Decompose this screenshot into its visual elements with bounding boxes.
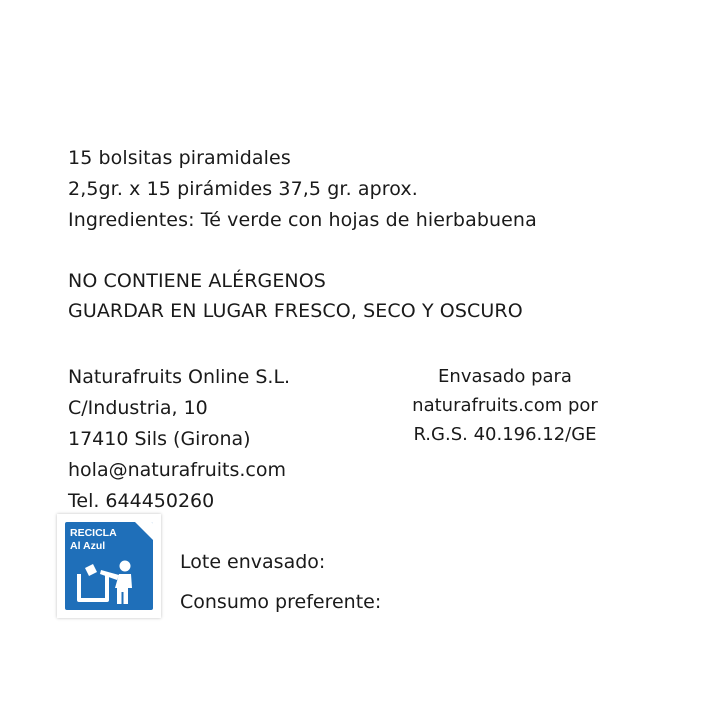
bag-count: 15 bolsitas piramidales [68,147,291,169]
packer-line-2: naturafruits.com por [412,395,598,416]
recycle-badge [57,514,161,618]
best-before-label: Consumo preferente: [180,591,382,613]
lot-label: Lote envasado: [180,551,326,573]
company-street: C/Industria, 10 [68,397,208,419]
company-phone: Tel. 644450260 [68,490,215,512]
corner-fold [135,522,153,540]
company-email: hola@naturafruits.com [68,459,287,481]
packer-info [380,362,630,449]
company-name: Naturafruits Online S.L. [68,366,291,388]
company-city: 17410 Sils (Girona) [68,428,251,450]
packer-line-1: Envasado para [438,366,572,387]
recycle-label: RECICLA [70,527,117,539]
net-weight: 2,5gr. x 15 pirámides 37,5 gr. aprox. [68,178,418,200]
recycle-logo [65,522,153,610]
packer-line-3: R.G.S. 40.196.12/GE [413,424,597,445]
allergen-notice: NO CONTIENE ALÉRGENOS [68,270,326,292]
recycle-blue-bin-icon [75,558,145,606]
company-address [68,362,290,517]
recycle-sublabel: Al Azul [70,540,106,552]
storage-notice: GUARDAR EN LUGAR FRESCO, SECO Y OSCURO [68,300,523,322]
ingredients: Ingredientes: Té verde con hojas de hierbabuena [68,209,537,231]
